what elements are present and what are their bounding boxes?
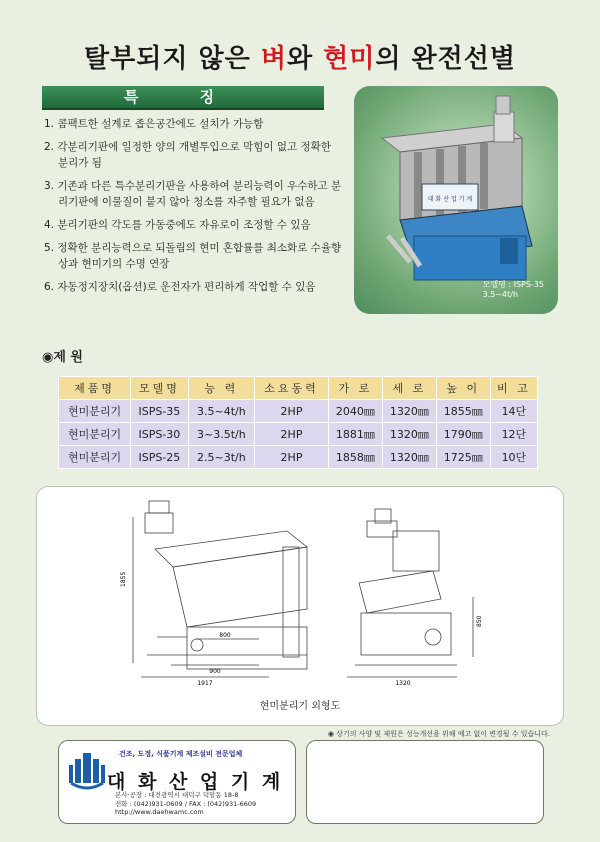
dim-1917: 1917 bbox=[197, 680, 213, 687]
feature-item: 2. 각분리기판에 일정한 양의 개별투입으로 막힘이 없고 정확한 분리가 됨 bbox=[44, 141, 331, 169]
photo-caption: 모델명 : ISPS-35 3.5~4t/h bbox=[482, 280, 544, 299]
feature-item: 1. 콤팩트한 설계로 좁은공간에도 설치가 가능함 bbox=[44, 118, 264, 130]
column-header: 가 로 bbox=[328, 377, 382, 400]
feature-item: 3. 기존과 다른 특수분리기판을 사용하여 분리능력이 우수하고 분리기판에 이물질이 붙지 않아 청소를 자주할 필요가 없음 bbox=[44, 180, 342, 208]
company-box bbox=[58, 740, 296, 824]
company-website: http://www.daehwamc.com bbox=[115, 808, 204, 816]
column-header: 모델명 bbox=[131, 377, 189, 400]
product-photo bbox=[354, 86, 558, 314]
company-name: 대 화 산 업 기 계 bbox=[107, 771, 284, 793]
dim-900: 900 bbox=[209, 668, 221, 675]
outline-drawing bbox=[36, 486, 564, 726]
notice-text: ◉ 상기의 사양 및 제원은 성능개선을 위해 예고 없이 변경될 수 있습니다. bbox=[327, 730, 550, 738]
table-header-row bbox=[59, 377, 538, 400]
company-tagline: 건조, 도정, 식품기계 제조설비 전문업체 bbox=[119, 750, 243, 758]
column-header: 제품명 bbox=[59, 377, 131, 400]
machine-label: 대 화 산 업 기 계 bbox=[427, 196, 473, 203]
technical-drawing bbox=[37, 487, 563, 693]
company-phone: 전화 : (042)931-0609 / FAX : (042)931-6609 bbox=[115, 799, 257, 808]
spec-table bbox=[58, 376, 538, 469]
company-address: 본사·공장 : 대전광역시 대덕구 덕암동 18-8 bbox=[115, 791, 239, 799]
feature-item: 6. 자동정지장치(옵션)로 운전자가 편리하게 작업할 수 있음 bbox=[44, 281, 316, 293]
blank-dealer-box bbox=[306, 740, 544, 824]
feature-item: 5. 정확한 분리능력으로 되돌림의 현미 혼합률를 최소화로 수율향상과 현미기의 수명 연장 bbox=[44, 242, 342, 270]
features-header: 특 징 bbox=[42, 86, 324, 110]
column-header: 소요동력 bbox=[255, 377, 329, 400]
table-row: 현미분리기 ISPS-30 3~3.5t/h 2HP 1881㎜ 1320㎜ 1790㎜ 12단 bbox=[59, 423, 538, 446]
column-header: 비 고 bbox=[490, 377, 537, 400]
dim-1320: 1320 bbox=[395, 680, 411, 687]
table-row: 현미분리기 ISPS-25 2.5~3t/h 2HP 1858㎜ 1320㎜ 1725㎜ 10단 bbox=[59, 446, 538, 469]
dim-800: 800 bbox=[219, 632, 231, 639]
table-row: 현미분리기 ISPS-35 3.5~4t/h 2HP 2040㎜ 1320㎜ 1855㎜ 14단 bbox=[59, 400, 538, 423]
drawing-caption: 현미분리기 외형도 bbox=[259, 701, 341, 712]
dim-height: 1855 bbox=[120, 571, 127, 587]
column-header: 능 력 bbox=[188, 377, 254, 400]
features-list bbox=[44, 116, 344, 302]
company-logo-icon bbox=[69, 751, 105, 791]
column-header: 세 로 bbox=[382, 377, 436, 400]
column-header: 높 이 bbox=[436, 377, 490, 400]
feature-item: 4. 분리기판의 각도를 가동중에도 자유로이 조정할 수 있음 bbox=[44, 219, 311, 231]
page-title: 탈부되지 않은 벼와 현미의 완전선별 bbox=[84, 44, 516, 74]
spec-section-title: ◉제 원 bbox=[42, 350, 83, 365]
dim-850: 850 bbox=[476, 615, 483, 627]
company-contact bbox=[115, 791, 256, 817]
